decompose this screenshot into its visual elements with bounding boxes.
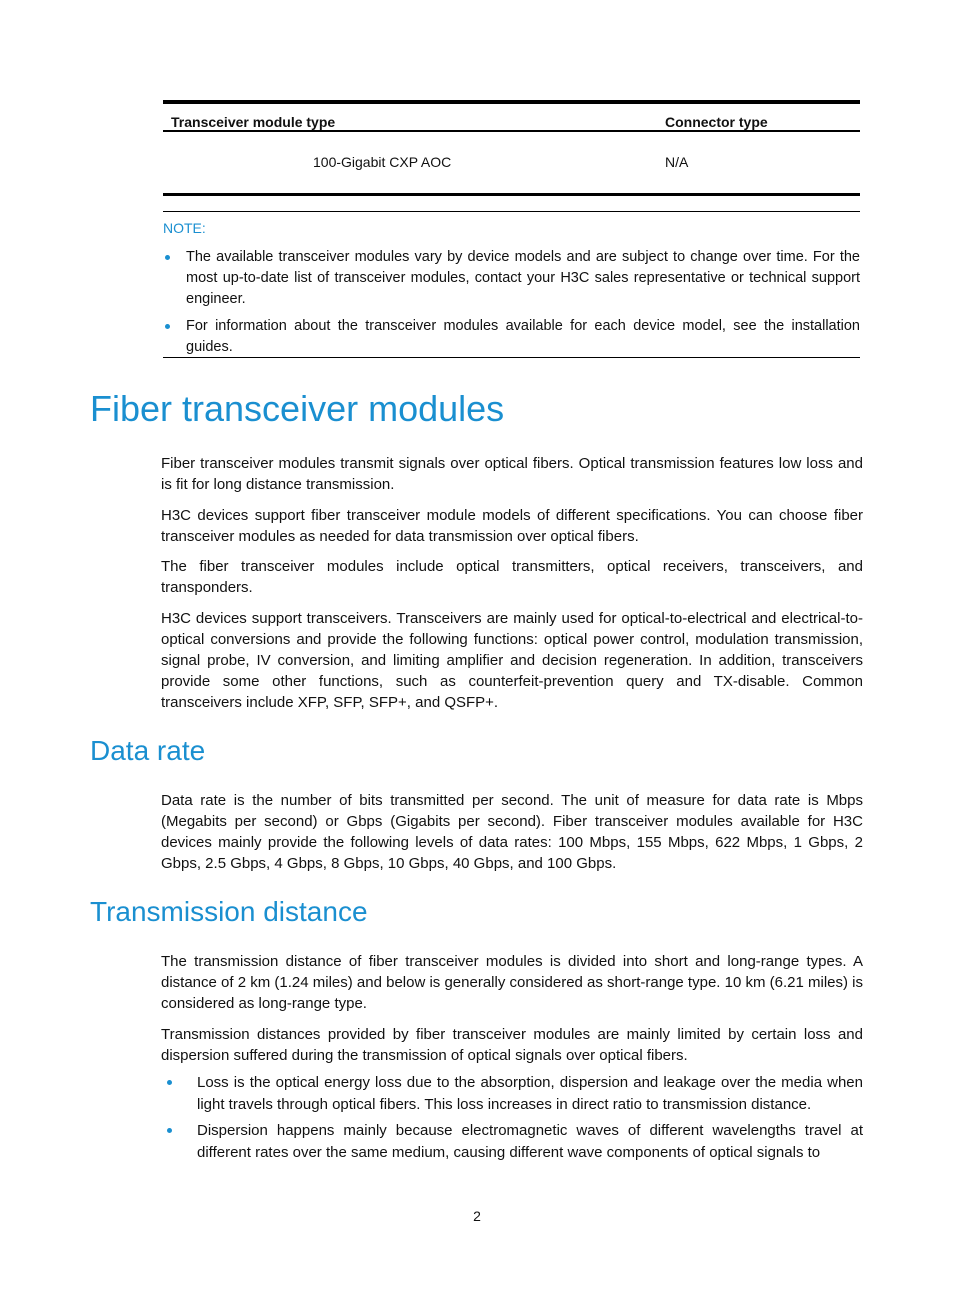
paragraph: Data rate is the number of bits transmitted per second. The unit of measure for data rate is Mbps (Megabits per second) or Gbps (Gigabits per second). Fiber transceiver modules available for H3C devices mainly provide the following levels of data rates: 100 Mbps, 155 Mbps, 622 Mbps, 1 Gbps, 2 Gbps, 2.5 Gbps, 4 Gbps, 8 Gbps, 10 Gbps, 40 Gbps, and 100 Gbps. xyxy=(161,792,863,872)
note-item xyxy=(163,247,860,310)
bullet-icon xyxy=(167,1128,172,1133)
bullet-icon xyxy=(165,255,170,260)
list-item-text: Loss is the optical energy loss due to the absorption, dispersion and leakage over the media when light travels through optical fibers. This loss increases in direct ratio to transmission distance. xyxy=(197,1074,863,1113)
list-item xyxy=(161,1072,863,1115)
section-heading-transmission-distance: Transmission distance xyxy=(90,896,368,927)
list-item-text: Dispersion happens mainly because electromagnetic waves of different wavelengths travel at different rates over the same medium, causing different wave components of optical signals to xyxy=(197,1122,863,1161)
paragraph: The transmission distance of fiber transceiver modules is divided into short and long-range types. A distance of 2 km (1.24 miles) and below is generally considered as short-range type. 10 km (6.21 miles) is considered as long-range type. xyxy=(161,953,863,1012)
paragraph: Fiber transceiver modules transmit signals over optical fibers. Optical transmission features low loss and is fit for long distance transmission. xyxy=(161,455,863,493)
bullet-list xyxy=(161,1072,863,1168)
table-cell-connector-type: N/A xyxy=(665,154,689,170)
paragraph: H3C devices support transceivers. Transceivers are mainly used for optical-to-electrical and electrical-to-optical conversions and provide the following functions: optical power control, modulation transmission, signal probe, IV conversion, and limiting amplifier and decision regeneration. In addition, transceivers provide some other functions, such as counterfeit-prevention query and TX-disable. Common transceivers include XFP, SFP, SFP+, and QSFP+. xyxy=(161,610,863,711)
section-heading-fiber-transceiver-modules: Fiber transceiver modules xyxy=(90,388,505,429)
table-row xyxy=(163,132,860,196)
table-header-module-type: Transceiver module type xyxy=(171,114,336,130)
list-item xyxy=(161,1120,863,1163)
table-header-row xyxy=(163,104,860,132)
note-item-text: The available transceiver modules vary by device models and are subject to change over time. For the most up-to-date list of transceiver modules, contact your H3C sales representative or technical support engineer. xyxy=(186,249,860,307)
note-list xyxy=(163,247,860,364)
note-title: NOTE: xyxy=(163,220,206,236)
table-header-connector-type: Connector type xyxy=(665,114,768,130)
note-box xyxy=(163,211,860,358)
note-item xyxy=(163,316,860,358)
paragraph: H3C devices support fiber transceiver module models of different specifications. You can choose fiber transceiver modules as needed for data transmission over optical fibers. xyxy=(161,507,863,545)
bullet-icon xyxy=(167,1080,172,1085)
transceiver-table xyxy=(163,100,860,196)
paragraph: Transmission distances provided by fiber transceiver modules are mainly limited by certain loss and dispersion suffered during the transmission of optical signals over optical fibers. xyxy=(161,1026,863,1064)
page-number: 2 xyxy=(473,1208,481,1224)
section-heading-data-rate: Data rate xyxy=(90,735,206,766)
paragraph: The fiber transceiver modules include optical transmitters, optical receivers, transceivers, and transponders. xyxy=(161,558,863,596)
note-item-text: For information about the transceiver modules available for each device model, see the installation guides. xyxy=(186,318,860,355)
bullet-icon xyxy=(165,324,170,329)
table-cell-module-type: 100-Gigabit CXP AOC xyxy=(313,154,452,170)
